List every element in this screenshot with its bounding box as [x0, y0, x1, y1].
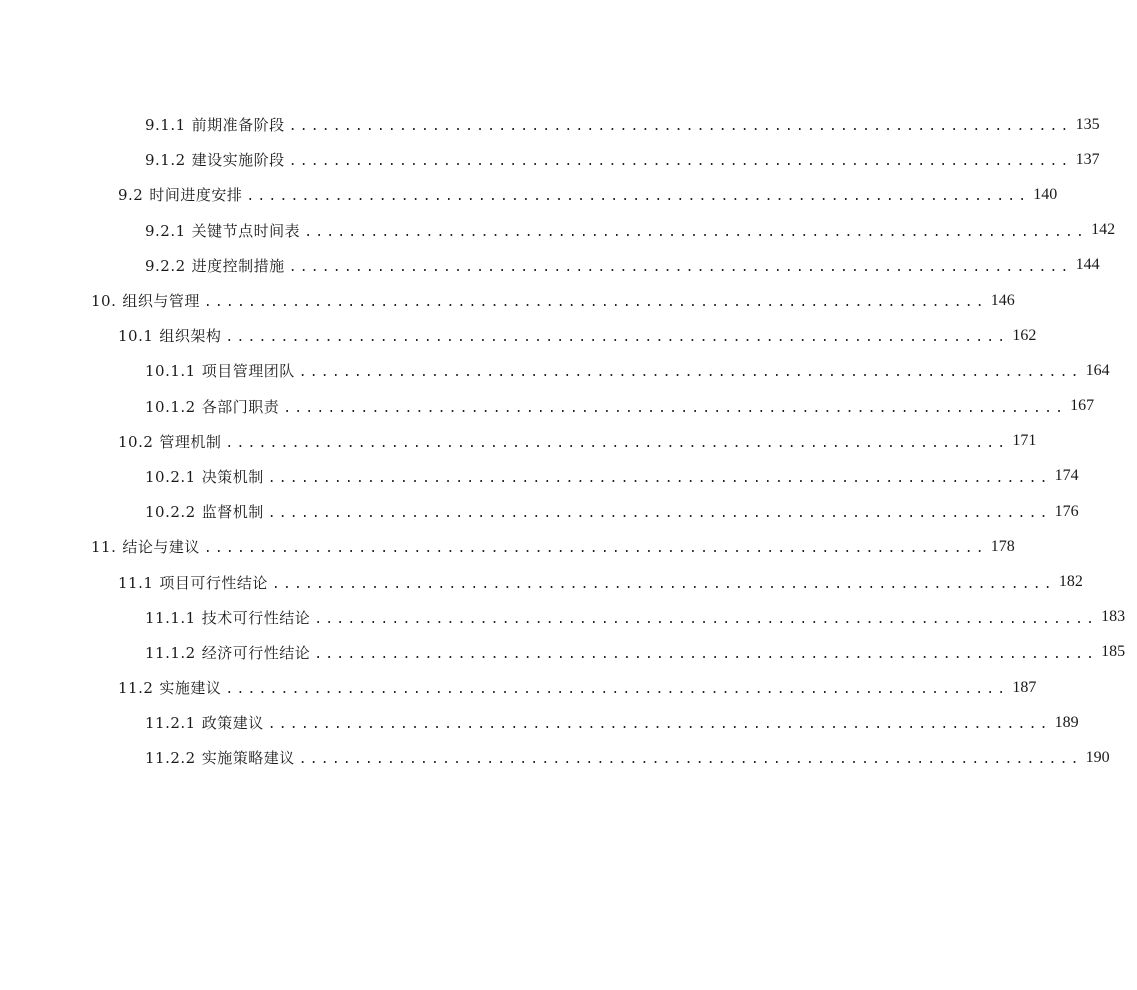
toc-entry-number: 10.1 — [118, 327, 154, 346]
dot-leader: ....................................................................... — [288, 154, 1072, 170]
toc-entry[interactable] — [0, 353, 1110, 388]
toc-entry[interactable] — [0, 213, 1116, 248]
toc-page-number: 190 — [1085, 748, 1110, 766]
toc-entry[interactable] — [0, 635, 1126, 670]
toc-entry-title: 结论与建议 — [122, 538, 200, 557]
toc-entry-number: 11. — [91, 538, 117, 557]
toc-entry[interactable] — [0, 459, 1079, 494]
toc-entry-title: 前期准备阶段 — [191, 116, 285, 135]
toc-page-number: 183 — [1101, 608, 1126, 626]
toc-entry-label — [118, 184, 242, 205]
toc-entry-label — [91, 536, 200, 557]
toc-entry-title: 技术可行性结论 — [201, 608, 311, 627]
toc-entry-number: 11.1 — [118, 573, 154, 592]
dot-leader: ....................................................................... — [314, 611, 1098, 627]
toc-entry-number: 11.1.2 — [145, 643, 196, 662]
toc-entry-title: 项目管理团队 — [201, 362, 295, 381]
toc-entry-number: 10.2 — [118, 432, 154, 451]
toc-entry-number: 9.1.1 — [145, 116, 186, 135]
toc-entry-title: 管理机制 — [159, 432, 222, 451]
dot-leader: ....................................................................... — [298, 752, 1082, 768]
dot-leader: ....................................................................... — [225, 330, 1009, 346]
toc-entry-number: 11.2.1 — [145, 714, 196, 733]
toc-entry-title: 经济可行性结论 — [201, 643, 311, 662]
toc-entry-label — [145, 114, 285, 135]
toc-entry-title: 建设实施阶段 — [191, 151, 285, 170]
toc-entry-number: 9.2 — [118, 186, 144, 205]
toc-page-number: 144 — [1075, 256, 1100, 274]
toc-entry-label — [118, 431, 221, 452]
toc-entry-label — [145, 149, 285, 170]
dot-leader: ....................................................................... — [246, 189, 1030, 205]
toc-page-number: 189 — [1054, 713, 1079, 731]
toc-entry-title: 时间进度安排 — [149, 186, 243, 205]
dot-leader: ....................................................................... — [298, 365, 1082, 381]
toc-entry-title: 监督机制 — [201, 503, 264, 522]
toc-entry-number: 10.1.1 — [145, 362, 196, 381]
toc-entry-title: 实施建议 — [159, 679, 222, 698]
toc-page-number: 174 — [1054, 467, 1079, 485]
dot-leader: ....................................................................... — [267, 717, 1051, 733]
toc-entry-number: 9.2.1 — [145, 221, 186, 240]
toc-entry[interactable] — [0, 389, 1095, 424]
toc-entry[interactable] — [0, 564, 1083, 599]
toc-page-number: 135 — [1075, 115, 1100, 133]
toc-page-number: 140 — [1033, 185, 1058, 203]
dot-leader: ....................................................................... — [304, 224, 1088, 240]
toc-page-number: 178 — [990, 537, 1015, 555]
dot-leader: ....................................................................... — [288, 259, 1072, 275]
dot-leader: ....................................................................... — [288, 119, 1072, 135]
toc-entry[interactable] — [0, 142, 1100, 177]
toc-entry-number: 11.2.2 — [145, 749, 196, 768]
toc-entry-title: 进度控制措施 — [191, 256, 285, 275]
toc-page-number: 182 — [1058, 573, 1083, 591]
toc-entry-title: 政策建议 — [201, 714, 264, 733]
toc-page-number: 162 — [1012, 326, 1037, 344]
toc-entry-number: 10.2.2 — [145, 503, 196, 522]
toc-entry[interactable] — [0, 670, 1037, 705]
toc-entry-title: 实施策略建议 — [201, 749, 295, 768]
toc-entry[interactable] — [0, 283, 1015, 318]
toc-entry[interactable] — [0, 705, 1079, 740]
toc-entry-label — [145, 501, 264, 522]
toc-page-number: 164 — [1085, 361, 1110, 379]
toc-entry-label — [145, 642, 310, 663]
dot-leader: ....................................................................... — [267, 470, 1051, 486]
toc-entry-title: 决策机制 — [201, 467, 264, 486]
toc-page-number: 185 — [1101, 643, 1126, 661]
toc-page-number: 137 — [1075, 150, 1100, 168]
toc-page-number: 187 — [1012, 678, 1037, 696]
dot-leader: ....................................................................... — [225, 435, 1009, 451]
toc-page-number: 146 — [990, 291, 1015, 309]
toc-entry[interactable] — [0, 318, 1037, 353]
toc-entry-label — [118, 325, 221, 346]
toc-entry[interactable] — [0, 248, 1100, 283]
toc-entry-number: 9.1.2 — [145, 151, 186, 170]
toc-entry[interactable] — [0, 424, 1037, 459]
toc-entry[interactable] — [0, 600, 1126, 635]
toc-entry-label — [91, 290, 200, 311]
dot-leader: ....................................................................... — [267, 506, 1051, 522]
toc-entry-label — [145, 747, 295, 768]
table-of-contents — [0, 107, 1126, 776]
toc-entry-number: 10.1.2 — [145, 397, 196, 416]
toc-entry-number: 11.1.1 — [145, 608, 196, 627]
toc-entry[interactable] — [0, 107, 1100, 142]
toc-entry-label — [118, 572, 268, 593]
toc-entry[interactable] — [0, 177, 1058, 212]
toc-entry[interactable] — [0, 494, 1079, 529]
toc-entry-title: 项目可行性结论 — [159, 573, 268, 592]
toc-entry-label — [145, 396, 279, 417]
toc-entry-title: 组织与管理 — [122, 292, 200, 311]
toc-entry-label — [145, 466, 264, 487]
dot-leader: ....................................................................... — [225, 682, 1009, 698]
dot-leader: ....................................................................... — [203, 541, 987, 557]
toc-entry-label — [118, 677, 221, 698]
dot-leader: ....................................................................... — [203, 295, 987, 311]
toc-entry-number: 10.2.1 — [145, 467, 196, 486]
toc-entry-number: 11.2 — [118, 679, 154, 698]
toc-page-number: 176 — [1054, 502, 1079, 520]
toc-entry[interactable] — [0, 529, 1015, 564]
toc-page-number: 171 — [1012, 432, 1037, 450]
dot-leader: ....................................................................... — [283, 400, 1067, 416]
dot-leader: ....................................................................... — [314, 646, 1098, 662]
toc-entry-number: 9.2.2 — [145, 256, 186, 275]
toc-entry-label — [145, 712, 264, 733]
toc-entry-title: 各部门职责 — [201, 397, 280, 416]
toc-entry-label — [145, 607, 310, 628]
toc-entry-label — [145, 255, 285, 276]
toc-entry[interactable] — [0, 740, 1110, 775]
toc-entry-label — [145, 360, 295, 381]
dot-leader: ....................................................................... — [271, 576, 1055, 592]
toc-page-number: 142 — [1091, 221, 1116, 239]
toc-entry-title: 组织架构 — [159, 327, 222, 346]
toc-entry-title: 关键节点时间表 — [191, 221, 301, 240]
toc-entry-number: 10. — [91, 292, 117, 311]
toc-entry-label — [145, 220, 300, 241]
toc-page-number: 167 — [1070, 397, 1095, 415]
